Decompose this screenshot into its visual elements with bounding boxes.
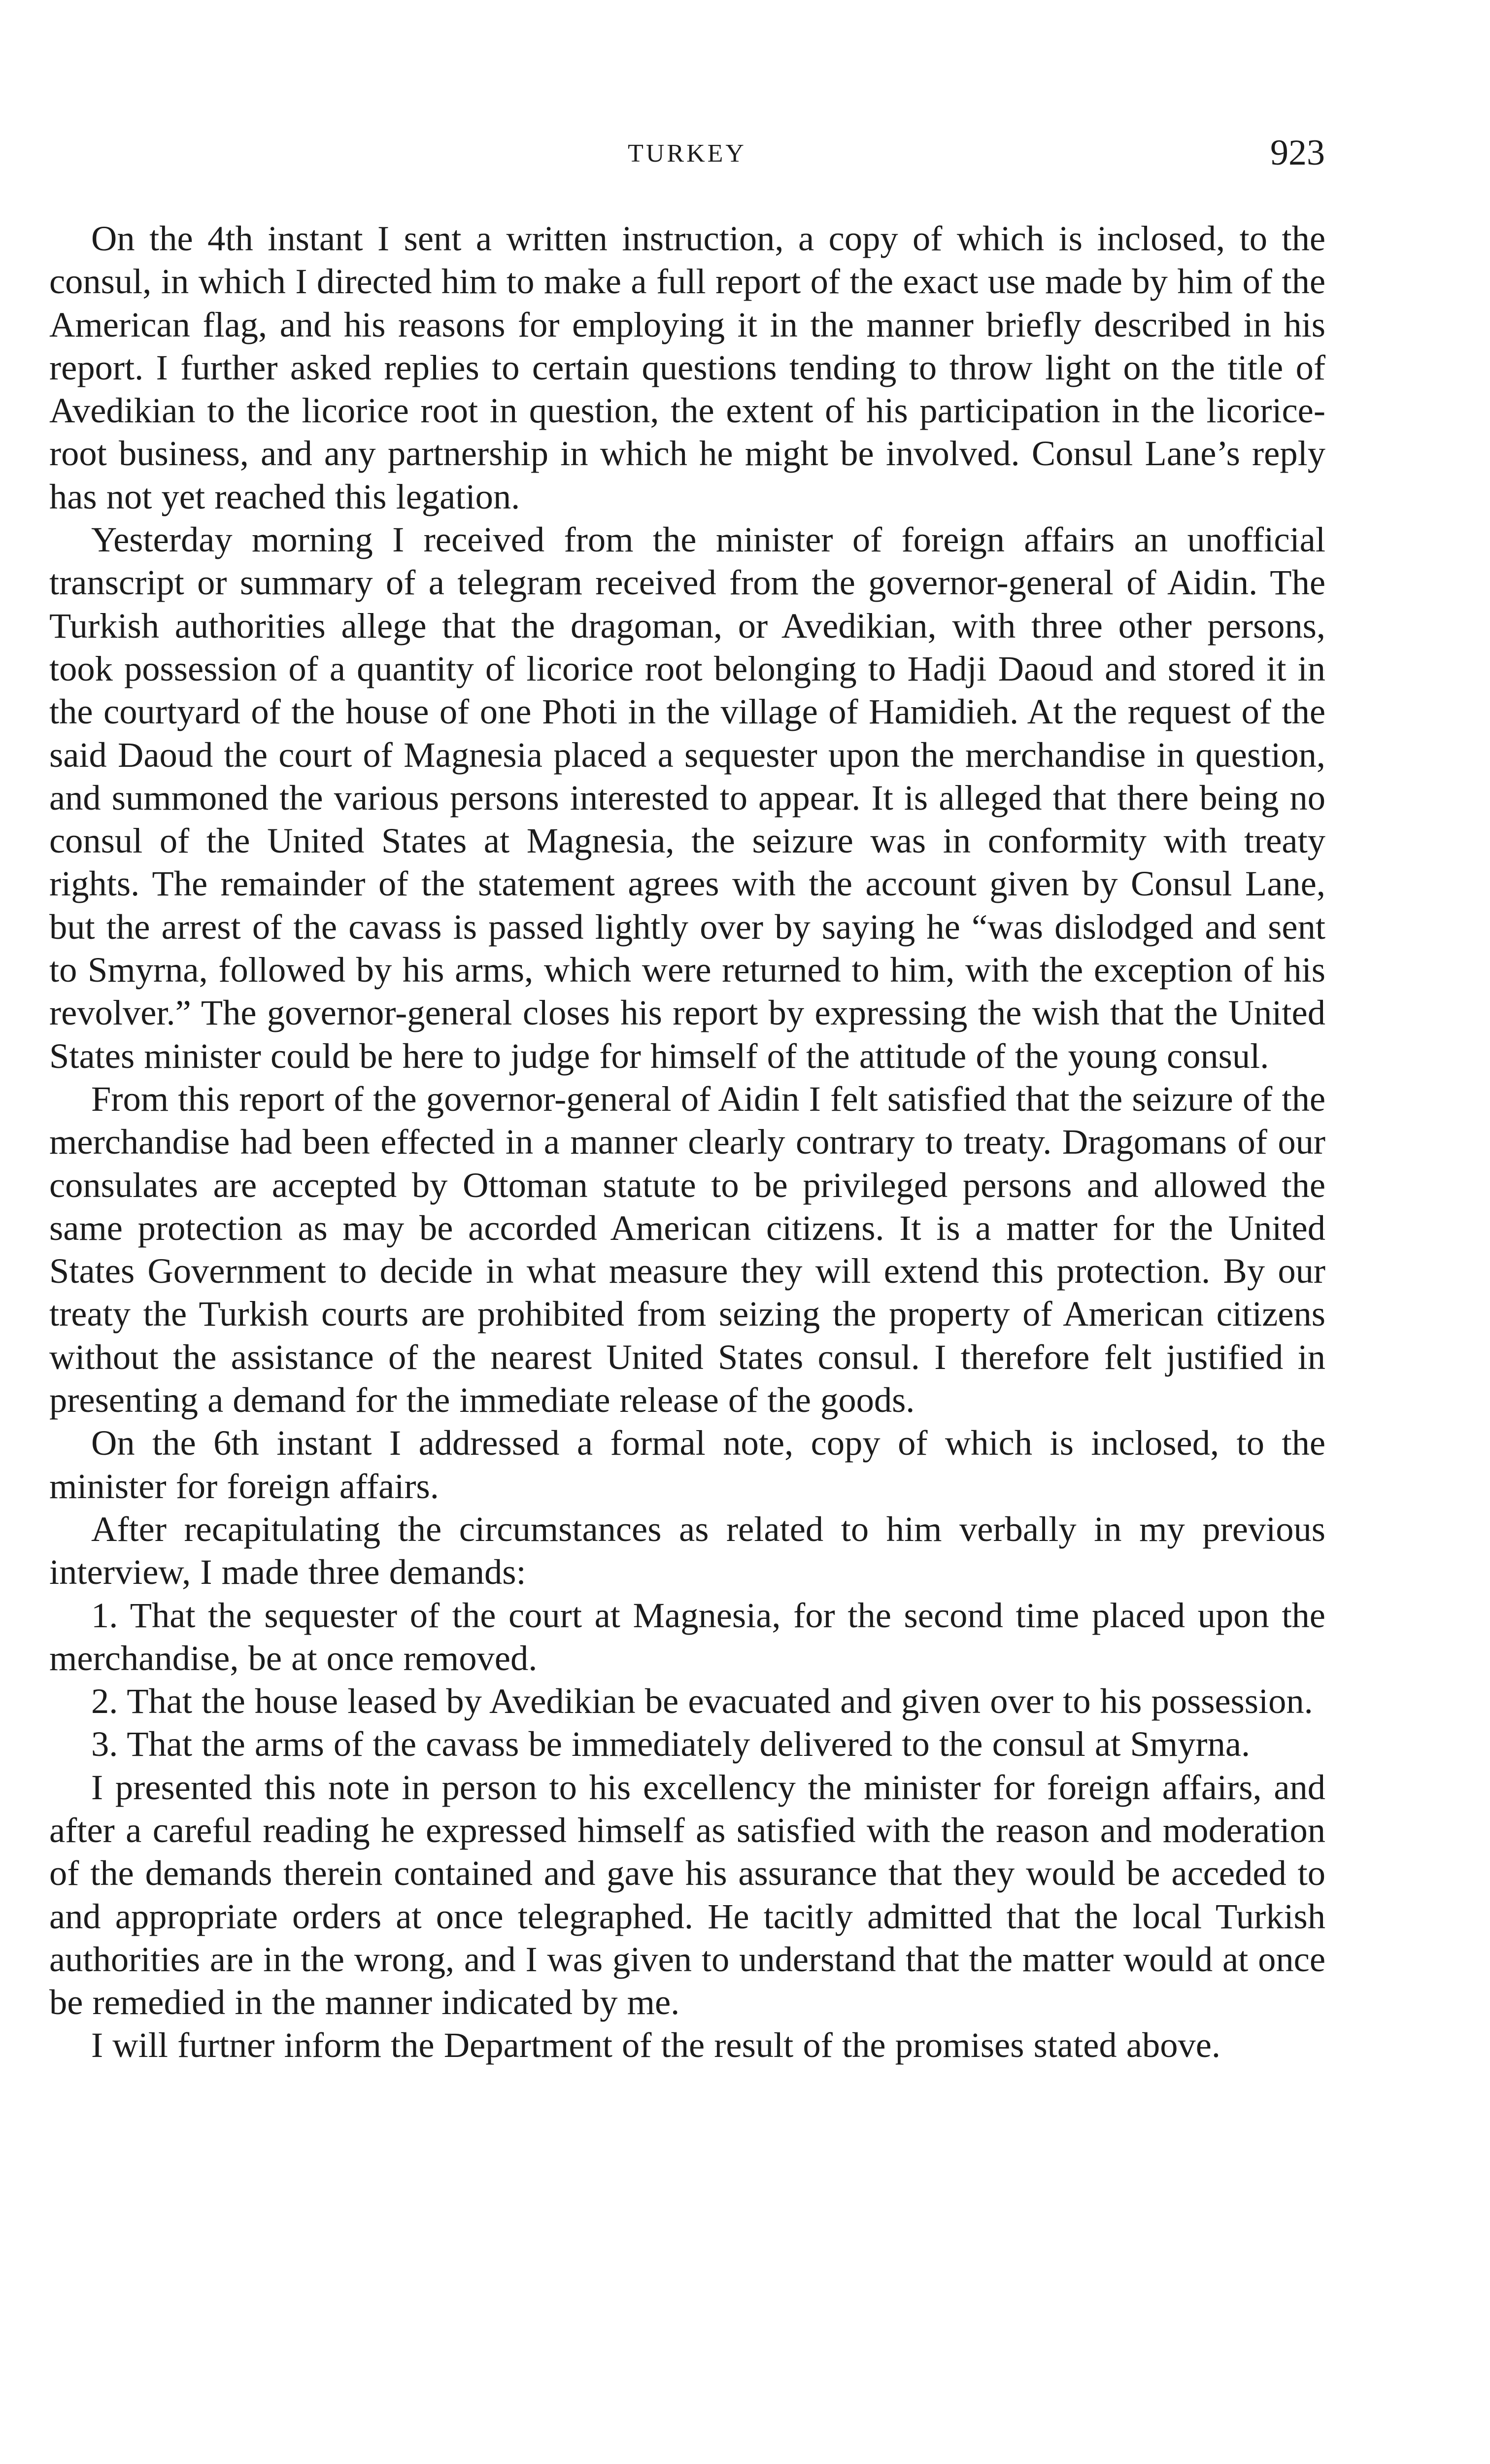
running-title: TURKEY [628, 139, 746, 168]
running-head [49, 132, 1325, 176]
paragraph-telegram-summary: Yesterday morning I received from the minister of foreign affairs an unofficial transcript or summary of a telegram received from the governor-general of Aidin. The Turkish authorities allege that the dragoman, or Avedikian, with three other persons, took possession of a quantity of licorice root belonging to Hadji Daoud and stored it in the courtyard of the house of one Photi in the village of Hamidieh. At the request of the said Daoud the court of Magnesia placed a sequester upon the merchandise in question, and summoned the various persons interested to appear. It is alleged that there being no consul of the United States at Magnesia, the seizure was in conformity with treaty rights. The remainder of the statement agrees with the account given by Consul Lane, but the arrest of the cavass is passed lightly over by saying he “was dislodged and sent to Smyrna, followed by his arms, which were returned to him, with the exception of his revolver.” The governor-general closes his report by expressing the wish that the United States minister could be here to judge for himself of the attitude of the young consul. [49, 519, 1325, 1076]
paragraph-formal-note: On the 6th instant I addressed a formal note, copy of which is inclosed, to the minister for foreign affairs. [49, 1423, 1325, 1506]
paragraph-note-presented: I presented this note in person to his excellency the minister for foreign affairs, and after a careful reading he expressed himself as satisfied with the reason and moderation of the demands therein contained and gave his assurance that they would be acceded to and appropriate orders at once telegraphed. He tacitly admitted that the local Turkish authorities are in the wrong, and I was given to understand that the matter would at once be remedied in the manner indicated by me. [49, 1767, 1325, 2022]
paragraph-consul-instruction: On the 4th instant I sent a written instruction, a copy of which is inclosed, to the consul, in which I directed him to make a full report of the exact use made by him of the American flag, and his reasons for employing it in the manner briefly described in his report. I further asked replies to certain questions tending to throw light on the title of Avedikian to the licorice root in question, the extent of his participation in the licorice-root business, and any partnership in which he might be involved. Consul Lane’s reply has not yet reached this legation. [49, 218, 1325, 516]
paragraph-seizure-contrary-to-treaty: From this report of the governor-general of Aidin I felt satisfied that the seizure of the merchandise had been effected in a manner clearly contrary to treaty. Dragomans of our consulates are accepted by Ottoman statute to be privileged persons and allowed the same protection as may be accorded American citizens. It is a matter for the United States Government to decide in what measure they will extend this protection. By our treaty the Turkish courts are prohibited from seizing the property of American citizens without the assistance of the nearest United States consul. I therefore felt justified in presenting a demand for the immediate release of the goods. [49, 1078, 1325, 1420]
paragraph-demand-2: 2. That the house leased by Avedikian be evacuated and given over to his possession. [91, 1681, 1313, 1721]
paragraph-demand-1: 1. That the sequester of the court at Magnesia, for the second time placed upon the merchandise, be at once removed. [49, 1595, 1325, 1678]
paragraph-demand-3: 3. That the arms of the cavass be immediately delivered to the consul at Smyrna. [91, 1724, 1251, 1764]
paragraph-closing: I will furtner inform the Department of the result of the promises stated above. [91, 2025, 1221, 2065]
page-number: 923 [1270, 133, 1325, 173]
paragraph-three-demands-intro: After recapitulating the circumstances as related to him verbally in my previous interview, I made three demands: [49, 1508, 1325, 1592]
body-text [49, 217, 1325, 2067]
